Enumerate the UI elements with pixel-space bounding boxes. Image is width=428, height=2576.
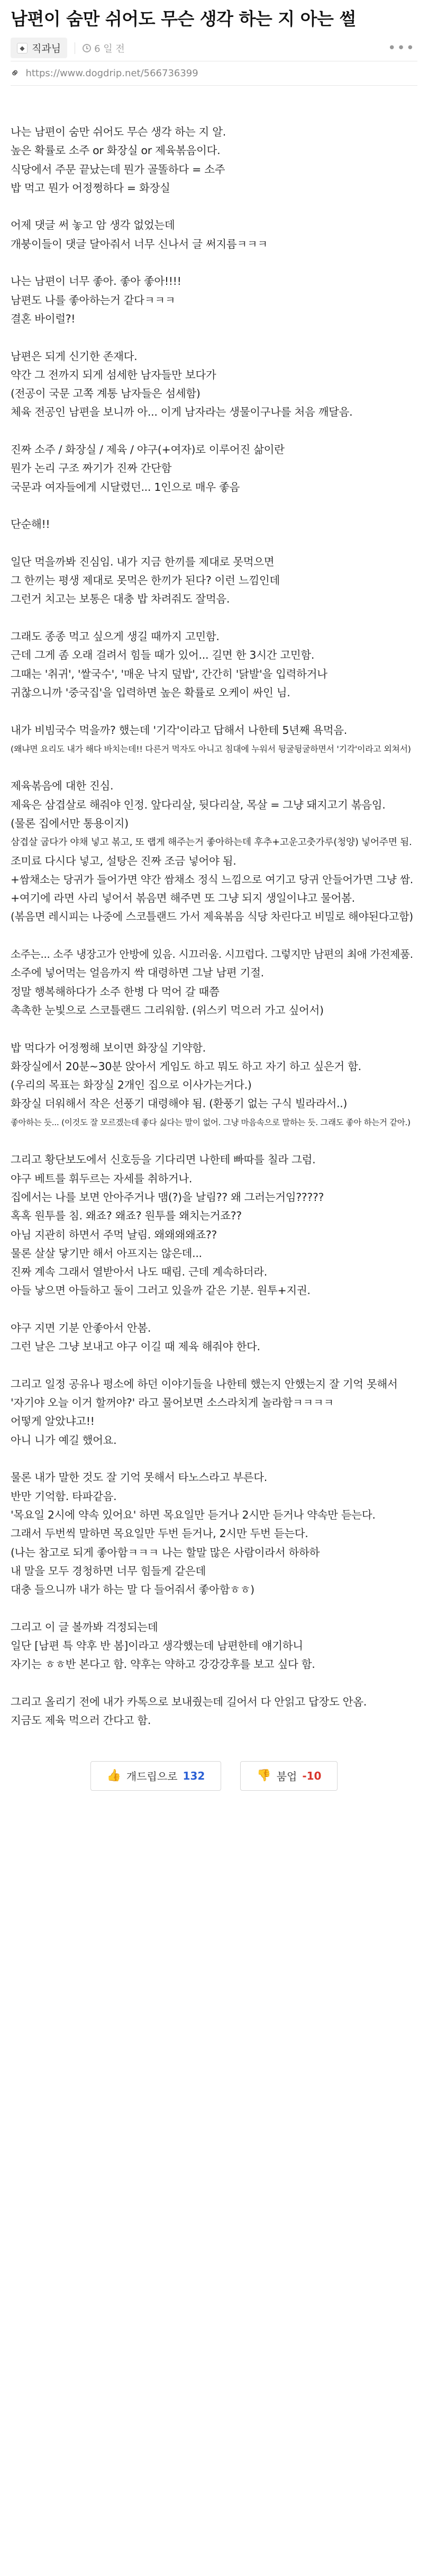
post-link-row [7, 61, 417, 86]
body-line: 남편은 되게 신기한 존재다. [11, 349, 138, 363]
body-line: 나는 남편이 숨만 쉬어도 무슨 생각 하는 지 알. [11, 125, 226, 138]
body-paragraph [11, 627, 417, 702]
body-paragraph [11, 553, 417, 609]
body-paragraph [11, 1375, 417, 1450]
body-paragraph [11, 1319, 417, 1357]
author-badge[interactable] [11, 38, 67, 58]
body-line: 결혼 바이럴?! [11, 312, 76, 325]
body-line: 화장실 더워해서 작은 선풍기 대령해야 됨. (환풍기 없는 구식 빌라라서..) [11, 1097, 348, 1110]
body-line: (나는 참고로 되게 좋아함ㅋㅋㅋ 나는 할말 많은 사람이라서 하하하 [11, 1546, 320, 1559]
body-paragraph [11, 515, 417, 534]
body-line: 진짜 소주 / 화장실 / 제육 / 야구(+여자)로 이루어진 삶이란 [11, 443, 285, 456]
body-line: 내가 비빔국수 먹을까? 했는데 '기각'이라고 답해서 나한테 5년째 욕먹음. [11, 723, 348, 737]
body-paragraph [11, 441, 417, 497]
author-name: 직과님 [32, 43, 61, 55]
upvote-button[interactable] [90, 1761, 222, 1791]
body-line: 단순해!! [11, 518, 50, 531]
body-line: (전공이 국문 고쪽 계통 남자들은 섬세함) [11, 387, 201, 400]
body-line: 자기는 ㅎㅎ반 본다고 함. 약후는 약하고 강강강후를 보고 싶다 함. [11, 1658, 315, 1671]
body-line: 물론 살살 닿기만 해서 아프지는 않은데... [11, 1246, 202, 1260]
body-line: 대충 들으니까 내가 하는 말 다 들어줘서 좋아함ㅎㅎ) [11, 1583, 254, 1596]
body-line: 그때는 '취귀', '쌀국수', '매운 낙지 덮밥', 간간히 '닭발'을 입력하거나 [11, 667, 327, 680]
body-paragraph [11, 216, 417, 254]
downvote-label: 붐업 [276, 1770, 297, 1783]
thumbs-down-icon: 👎 [257, 1769, 271, 1783]
body-line: 밥 먹다가 어정쩡해 보이면 화장실 기약함. [11, 1041, 206, 1054]
body-line: 아님 지관히 하면서 주먹 날림. 왜왜왜왜죠?? [11, 1228, 217, 1241]
body-paragraph [11, 123, 417, 198]
body-line: 그래도 종종 먹고 싶으게 생길 때까지 고민함. [11, 630, 220, 643]
body-paragraph [11, 777, 417, 926]
body-line: 물론 내가 말한 것도 잘 기억 못해서 타노스라고 부른다. [11, 1471, 268, 1484]
body-line: 혹혹 원투를 침. 왜죠? 왜죠? 원투를 왜치는거죠?? [11, 1209, 242, 1223]
body-line: 제육볶음에 대한 진심. [11, 779, 114, 793]
body-line: 남편도 나를 좋아하는거 같다ㅋㅋㅋ [11, 293, 176, 307]
body-line: '목요일 2시에 약속 있어요' 하면 목요일만 듣거나 2시만 듣거나 약속만 듣는다. [11, 1508, 376, 1521]
body-paragraph [11, 1693, 417, 1730]
body-line: 그 한끼는 평생 제대로 못먹은 한끼가 된다? 이런 느낌인데 [11, 574, 280, 587]
more-options-icon[interactable]: ••• [387, 40, 415, 56]
upvote-label: 개드립으로 [126, 1770, 178, 1783]
body-line: 근데 그게 좀 오래 걸려서 힘들 때가 있어... 길면 한 3시간 고민함. [11, 649, 315, 662]
body-line: 그리고 황단보도에서 신호등을 기다리면 나한테 빠따를 칠라 그럼. [11, 1153, 316, 1166]
body-line: 어제 댓글 써 놓고 암 생각 없었는데 [11, 219, 175, 232]
post-time [83, 41, 125, 55]
body-line: 개붕이들이 댓글 달아줘서 너무 신나서 글 써지름ㅋㅋㅋ [11, 237, 268, 250]
body-paragraph [11, 945, 417, 1020]
body-line: 촉촉한 눈빛으로 스코틀랜드 그리워함. (위스키 먹으러 가고 싶어서) [11, 1003, 324, 1017]
body-line: 아들 낳으면 아들하고 둘이 그러고 있을까 같은 기분. 원투+지권. [11, 1284, 311, 1297]
post-url[interactable]: https://www.dogdrip.net/566736399 [25, 68, 198, 79]
body-line: 삼겹살 굽다가 야채 넣고 볶고, 또 랩게 해주는거 좋아하는데 후추+고운고춧가루(청양) 넣어주면 됨. [11, 837, 412, 848]
body-line: (볶음면 레시피는 나중에 스코틀랜드 가서 제육볶음 식당 차린다고 비밀로 해야된다고함) [11, 910, 413, 923]
body-line: (물론 집에서만 통용이지) [11, 816, 129, 830]
body-line: 국문과 여자들에게 시달렸던... 1인으로 매우 좋음 [11, 480, 240, 493]
body-line: 아니 니가 예길 했어요. [11, 1433, 117, 1447]
body-line: 일단 먹을까봐 진심임. 내가 지금 한끼를 제대로 못먹으면 [11, 555, 275, 568]
body-line: 제육은 삼겹살로 해줘야 인정. 앞다리살, 뒷다리살, 목살 = 그냥 돼지고기 볶음임. [11, 798, 386, 811]
body-line: 지금도 제육 먹으러 간다고 함. [11, 1714, 151, 1727]
body-line: 그래서 두번씩 말하면 목요일만 두번 듣거나, 2시만 두번 듣는다. [11, 1527, 308, 1540]
body-paragraph [11, 1039, 417, 1132]
body-line: 체육 전공인 남편을 보니까 아... 이게 남자라는 생물이구나를 처음 깨달음. [11, 406, 353, 419]
body-line: '자기야 오늘 이거 할꺼야?' 라고 물어보면 소스라치게 놀라함ㅋㅋㅋㅋ [11, 1396, 334, 1410]
body-line: 뭔가 논리 구조 짜기가 진짜 간단함 [11, 462, 172, 475]
body-line: 높은 확률로 소주 or 화장실 or 제육볶음이다. [11, 144, 221, 157]
body-line: (우리의 목표는 화장실 2개인 집으로 이사가는거다.) [11, 1079, 252, 1092]
body-line: 내 말을 모두 경청하면 너무 힘들게 같은데 [11, 1564, 206, 1577]
body-line: 야구 지면 기분 안좋아서 안봄. [11, 1322, 151, 1334]
body-line: 정말 행복해하다가 소주 한병 다 먹어 갈 때쯤 [11, 985, 220, 998]
body-line: 밥 먹고 뭔가 어정쩡하다 = 화장실 [11, 181, 170, 194]
body-paragraph [11, 1151, 417, 1300]
body-line: 소주에 넣어먹는 얼음까지 싹 대령하면 그날 남편 기절. [11, 966, 264, 980]
upvote-count: 132 [183, 1769, 205, 1782]
body-line: 식당에서 주문 끝났는데 뭔가 골똘하다 = 소주 [11, 163, 225, 176]
body-line: 약간 그 전까지 되게 섬세한 남자들만 보다가 [11, 368, 216, 381]
body-line: 귀찮으니까 '중국집'을 입력하면 높은 확률로 오케이 싸인 님. [11, 686, 290, 699]
post-title: 남편이 숨만 쉬어도 무슨 생각 하는 지 아는 썰 [11, 8, 356, 29]
body-line: 화장실에서 20분~30분 앉아서 게임도 하고 뭐도 하고 자기 하고 싶은거 함. [11, 1060, 361, 1073]
body-line: 그리고 이 글 볼까봐 걱정되는데 [11, 1620, 158, 1633]
post-meta [11, 35, 417, 61]
badge-icon: ◆ [17, 43, 28, 53]
body-line: 나는 남편이 너무 좋아. 좋아 좋아!!!! [11, 275, 181, 288]
body-paragraph [11, 1618, 417, 1674]
body-line: 소주는... 소주 냉장고가 안방에 있음. 시끄러움. 시끄럽다. 그렇지만 남편의 최애 가전제품. [11, 948, 413, 961]
body-line: 야구 베트를 휘두르는 자세를 취하거나. [11, 1172, 193, 1185]
downvote-button[interactable] [240, 1761, 338, 1791]
thumbs-up-icon: 👍 [106, 1769, 121, 1783]
vote-row [11, 1761, 417, 1801]
body-line: 그런 날은 그냥 보내고 야구 이길 때 제육 해줘야 한다. [11, 1340, 260, 1353]
body-line: (왜냐면 요리도 내가 해다 바치는데!! 다른거 먹자도 아니고 침대에 누워서 뒹굴뒹굴하면서 '기각'이라고 외쳐서) [11, 743, 411, 754]
link-icon: ⚭ [7, 65, 24, 82]
body-line: 집에서는 나를 보면 안아주거나 맴(?)을 날림?? 왜 그러는거임????? [11, 1190, 324, 1204]
body-line: 그리고 올리기 전에 내가 카톡으로 보내줬는데 길어서 다 안읽고 답장도 안옴. [11, 1695, 367, 1708]
body-line: +여기에 라면 사리 넣어서 볶음면 해주면 또 그냥 되지 생일이냐고 물어봄. [11, 892, 355, 905]
body-line: 진짜 계속 그래서 열받아서 나도 때림. 근데 계속하더라. [11, 1265, 268, 1279]
downvote-count: -10 [302, 1769, 322, 1782]
clock-icon [83, 44, 91, 52]
body-paragraph [11, 721, 417, 759]
post-body [11, 86, 417, 1730]
body-line: 그리고 일정 공유나 평소에 하던 이야기들을 나한테 했는지 안했는지 잘 기억 못해서 [11, 1377, 398, 1390]
body-paragraph [11, 347, 417, 422]
body-line: 반만 기억함. 타파같음. [11, 1489, 117, 1503]
body-line: 그런거 치고는 보통은 대충 밥 차려줘도 잘먹음. [11, 593, 230, 606]
body-paragraph [11, 272, 417, 328]
body-line: 좋아하는 듯... (이것도 잘 모르겠는데 좋다 싫다는 말이 없어. 그냥 마음속으로 말하는 듯. 그래도 좋아 하는거 같아.) [11, 1117, 411, 1127]
body-line: +쌈채소는 당귀가 들어가면 약간 쌈채소 정식 느낌으로 여기고 당귀 안들어가면 그냥 쌈. [11, 873, 413, 886]
body-line: 어떻게 알았냐고!! [11, 1415, 95, 1428]
post-time-text: 6 일 전 [94, 43, 125, 55]
body-line: 조미료 다시다 넣고, 설탕은 진짜 조금 넣어야 됨. [11, 854, 236, 867]
body-line: 일단 [남편 특 약후 반 봄]이라고 생각했는데 남편한테 얘기하니 [11, 1639, 303, 1653]
body-paragraph [11, 1468, 417, 1599]
